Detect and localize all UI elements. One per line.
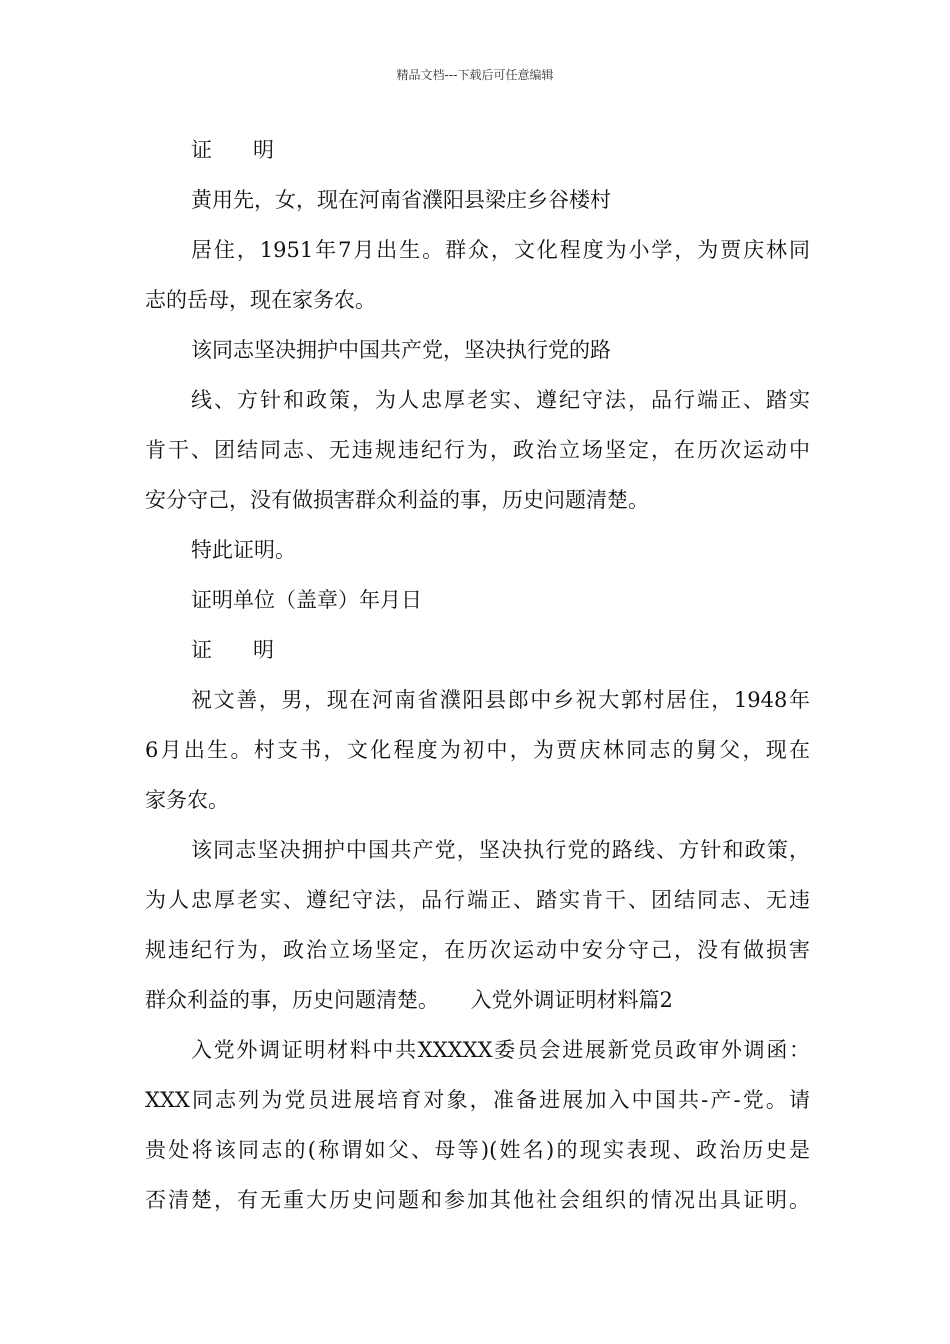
heading-certificate-2: 证 明 xyxy=(191,638,284,662)
paragraph-line: 贵处将该同志的(称谓如父、母等)(姓名)的现实表现、政治历史是 xyxy=(145,1138,810,1162)
paragraph-line: 安分守己，没有做损害群众利益的事，历史问题清楚。 xyxy=(145,488,649,512)
heading-certificate-1: 证 明 xyxy=(191,138,284,162)
paragraph-line: 黄用先，女，现在河南省濮阳县梁庄乡谷楼村 xyxy=(191,188,611,212)
paragraph-line: 6月出生。村支书，文化程度为初中，为贾庆林同志的舅父，现在 xyxy=(145,738,810,762)
signature-line: 证明单位（盖章）年月日 xyxy=(191,588,422,612)
paragraph-line: 志的岳母，现在家务农。 xyxy=(145,288,376,312)
paragraph-line: 线、方针和政策，为人忠厚老实、遵纪守法，品行端正、踏实 xyxy=(191,388,810,412)
paragraph-line: 特此证明。 xyxy=(191,538,296,562)
paragraph-line: 家务农。 xyxy=(145,788,229,812)
paragraph-line: 肯干、团结同志、无违规违纪行为，政治立场坚定，在历次运动中 xyxy=(145,438,810,462)
paragraph-line: 该同志坚决拥护中国共产党，坚决执行党的路线、方针和政策， xyxy=(191,838,810,862)
paragraph-line: 否清楚，有无重大历史问题和参加其他社会组织的情况出具证明。 xyxy=(145,1188,810,1212)
page-header: 精品文档---下载后可任意编辑 xyxy=(396,68,554,82)
paragraph-line: 群众利益的事，历史问题清楚。 入党外调证明材料篇2 xyxy=(145,988,673,1012)
paragraph-line: XXX同志列为党员进展培育对象，准备进展加入中国共-产-党。请 xyxy=(145,1088,810,1112)
paragraph-line: 居住，1951年7月出生。群众，文化程度为小学，为贾庆林同 xyxy=(191,238,810,262)
paragraph-line: 规违纪行为，政治立场坚定，在历次运动中安分守己，没有做损害 xyxy=(145,938,810,962)
paragraph-line: 祝文善，男，现在河南省濮阳县郎中乡祝大郭村居住，1948年 xyxy=(191,688,810,712)
paragraph-line: 为人忠厚老实、遵纪守法，品行端正、踏实肯干、团结同志、无违 xyxy=(145,888,810,912)
paragraph-line: 该同志坚决拥护中国共产党，坚决执行党的路 xyxy=(191,338,611,362)
paragraph-line: 入党外调证明材料中共XXXXX委员会进展新党员政审外调函： xyxy=(191,1038,810,1062)
